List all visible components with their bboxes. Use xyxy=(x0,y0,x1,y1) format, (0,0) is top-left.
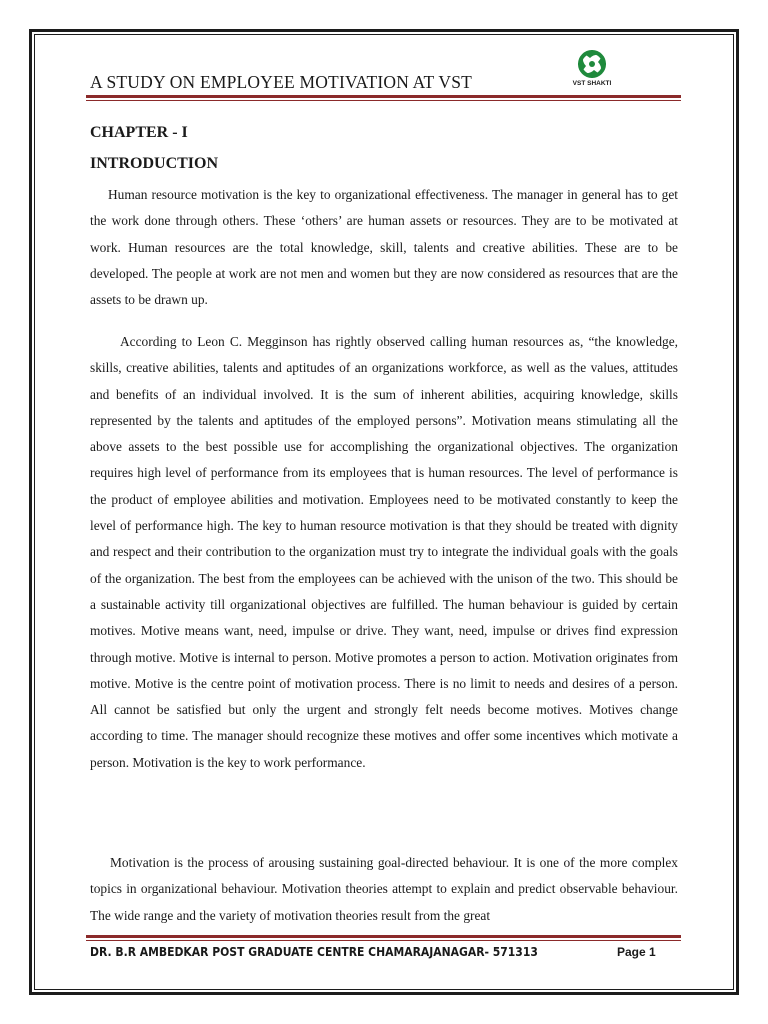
paragraph-1: Human resource motivation is the key to organizational effectiveness. The manager in general has to get the work done through others. These ‘others’ are human assets or resources. They are to be motivated at work. Human resources are the total knowledge, skill, talents and creative abilities. These are to be developed. The people at work are not men and women but they are now considered as resources that are the assets to be drawn up. xyxy=(90,187,678,308)
header-rule-thick xyxy=(86,95,681,98)
vst-shakti-logo xyxy=(556,46,628,92)
swirl-logo-icon xyxy=(556,46,628,82)
logo-text: VST SHAKTI xyxy=(572,80,612,87)
footer-rule-thin xyxy=(86,940,681,941)
running-header-title: A STUDY ON EMPLOYEE MOTIVATION AT VST xyxy=(90,72,473,92)
footer-institution: DR. B.R AMBEDKAR POST GRADUATE CENTRE CHAMARAJANAGAR- 571313 xyxy=(90,945,538,959)
paragraph-3: Motivation is the process of arousing sustaining goal-directed behaviour. It is one of the more complex topics in organizational behaviour. Motivation theories attempt to explain and predict observable behaviour. The wide range and the variety of motivation theories result from the great xyxy=(90,855,678,923)
chapter-label: CHAPTER - I xyxy=(90,124,188,141)
paragraph-2: According to Leon C. Megginson has rightly observed calling human resources as, “the knowledge, skills, creative abilities, talents and aptitudes of an organizations workforce, as well as the values, attitudes and benefits of an individual involved. It is the sum of inherent abilities, acquiring knowledge, skills represented by the talents and aptitudes of the employed persons”. Motivation means stimulating all the above assets to the best possible use for accomplishing the organizational objectives. The organization requires high level of performance from its employees that is human resources. The level of performance is the product of employee abilities and motivation. Employees need to be motivated constantly to keep the level of performance high. The key to human resource motivation is that they should be treated with dignity and respect and their contribution to the organization must try to integrate the individual goals with the goals of the organization. The best from the employees can be achieved with the unison of the two. This should be a sustainable activity till organizational objectives are fulfilled. The human behaviour is guided by certain motives. Motive means want, need, impulse or drive. They want, need, impulse or drives find expression through motive. Motive is internal to person. Motive promotes a person to action. Motivation originates from motive. Motive is the centre point of motivation process. There is no limit to needs and desires of a person. All cannot be satisfied but only the urgent and strongly felt needs become motives. Motives change according to time. The manager should recognize these motives and offer some incentives which motivate a person. Motivation is the key to work performance. xyxy=(90,334,678,770)
section-heading: INTRODUCTION xyxy=(90,155,219,172)
page-number: Page 1 xyxy=(617,945,656,959)
header-rule-thin xyxy=(86,100,681,101)
footer-rule-thick xyxy=(86,935,681,938)
